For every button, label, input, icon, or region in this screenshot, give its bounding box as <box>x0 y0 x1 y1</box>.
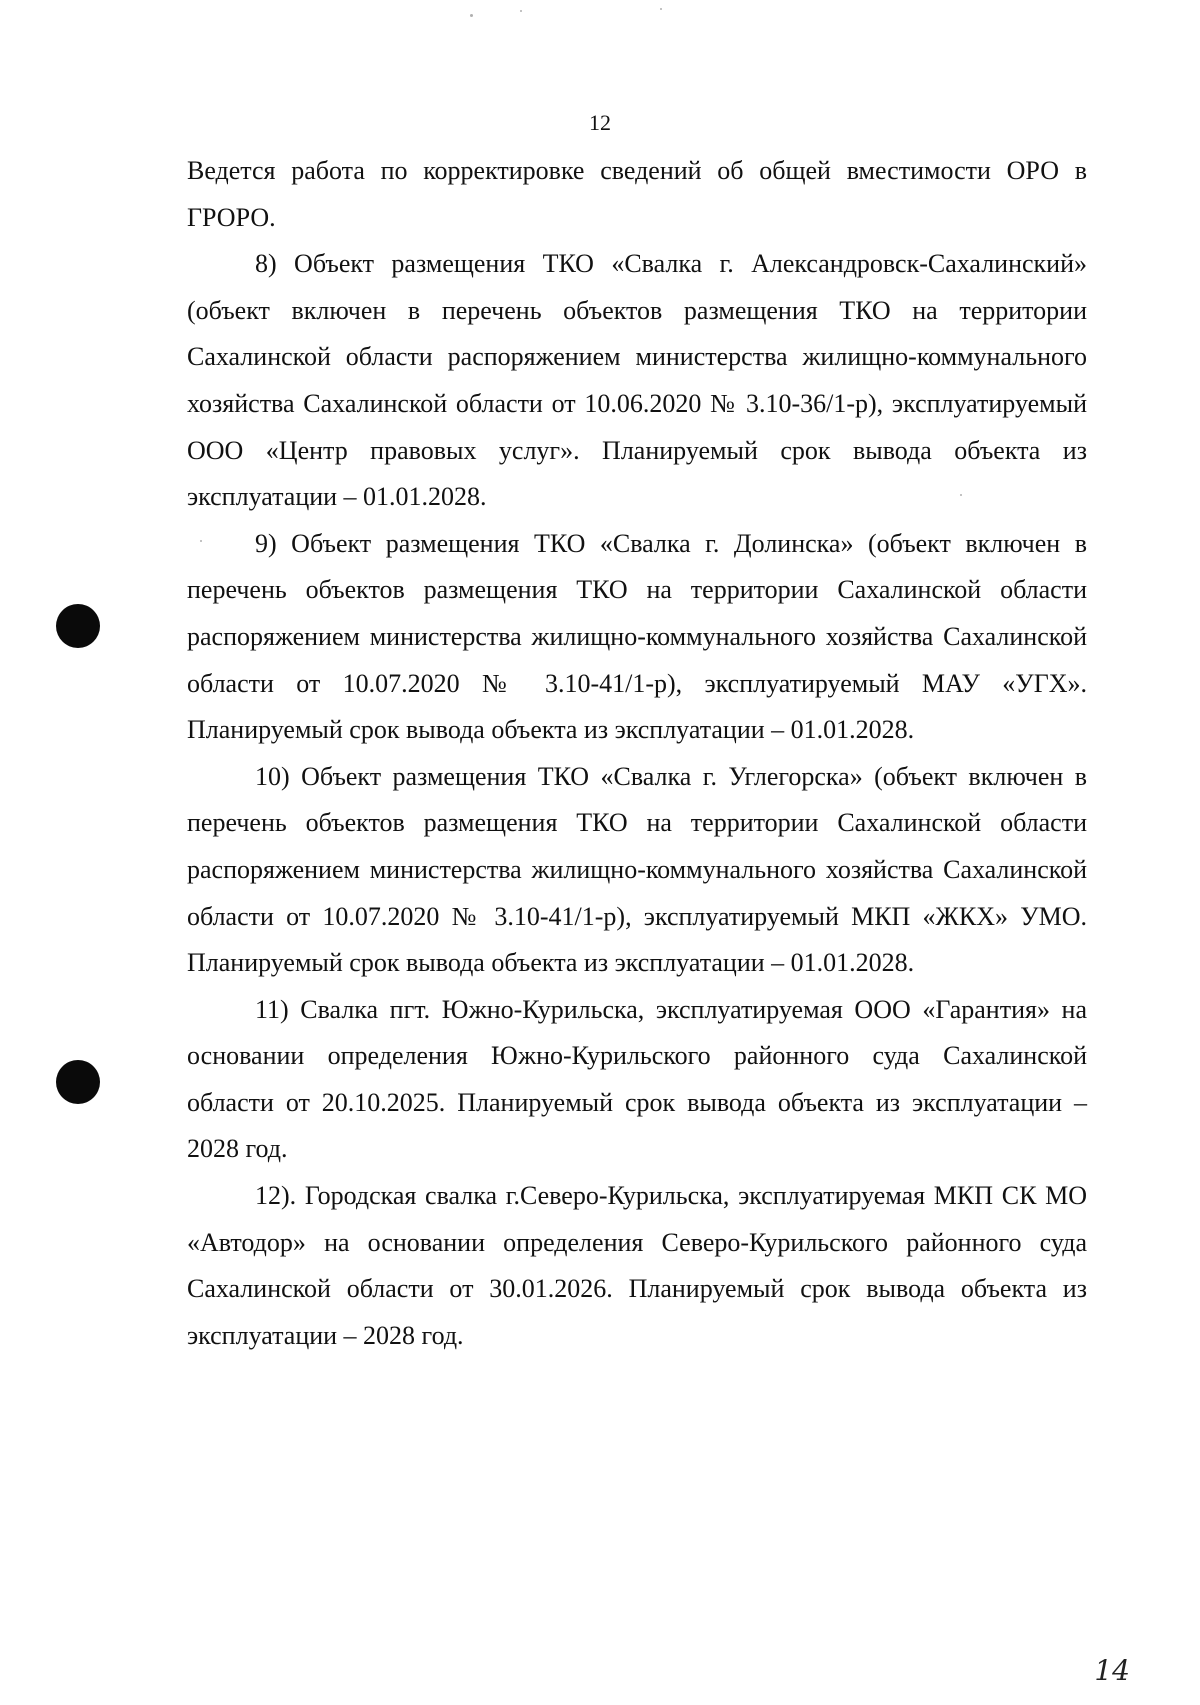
punch-hole-icon <box>56 1060 100 1104</box>
scan-noise <box>960 494 962 496</box>
handwritten-sheet-number: 14 <box>1094 1654 1130 1687</box>
paragraph-item-9: 9) Объект размещения ТКО «Свалка г. Долинска» (объект включен в перечень объектов размещения ТКО на территории Сахалинской области распоряжением министерства жилищно-коммунального хозяйства Сахалинской области от 10.07.2020 № 3.10-41/1-р), эксплуатируемый МАУ «УГХ». Планируемый срок вывода объекта из эксплуатации – 01.01.2028. <box>187 528 1087 745</box>
paragraph-intro: Ведется работа по корректировке сведений об общей вместимости ОРО в ГРОРО. <box>187 156 1087 232</box>
paragraph-item-10: 10) Объект размещения ТКО «Свалка г. Углегорска» (объект включен в перечень объектов размещения ТКО на территории Сахалинской области распоряжением министерства жилищно-коммунального хозяйства Сахалинской области от 10.07.2020 № 3.10-41/1-р), эксплуатируемый МКП «ЖКХ» УМО. Планируемый срок вывода объекта из эксплуатации – 01.01.2028. <box>187 761 1087 978</box>
document-body <box>187 148 1087 1359</box>
scan-noise <box>200 540 202 542</box>
paragraph-item-12: 12). Городская свалка г.Северо-Курильска, эксплуатируемая МКП СК МО «Автодор» на основании определения Северо-Курильского районного суда Сахалинской области от 30.01.2026. Планируемый срок вывода объекта из эксплуатации – 2028 год. <box>187 1181 1087 1350</box>
scan-noise <box>470 14 473 17</box>
scan-noise <box>660 8 662 10</box>
paragraph-item-11: 11) Свалка пгт. Южно-Курильска, эксплуатируемая ООО «Гарантия» на основании определения Южно-Курильского районного суда Сахалинской области от 20.10.2025. Планируемый срок вывода объекта из эксплуатации – 2028 год. <box>187 994 1087 1164</box>
punch-hole-icon <box>56 604 100 648</box>
scan-noise <box>520 10 522 12</box>
page-number: 12 <box>589 110 611 135</box>
paragraph-item-8: 8) Объект размещения ТКО «Свалка г. Александровск-Сахалинский» (объект включен в перечень объектов размещения ТКО на территории Сахалинской области распоряжением министерства жилищно-коммунального хозяйства Сахалинской области от 10.06.2020 № 3.10-36/1-р), эксплуатируемый ООО «Центр правовых услуг». Планируемый срок вывода объекта из эксплуатации – 01.01.2028. <box>187 249 1087 512</box>
